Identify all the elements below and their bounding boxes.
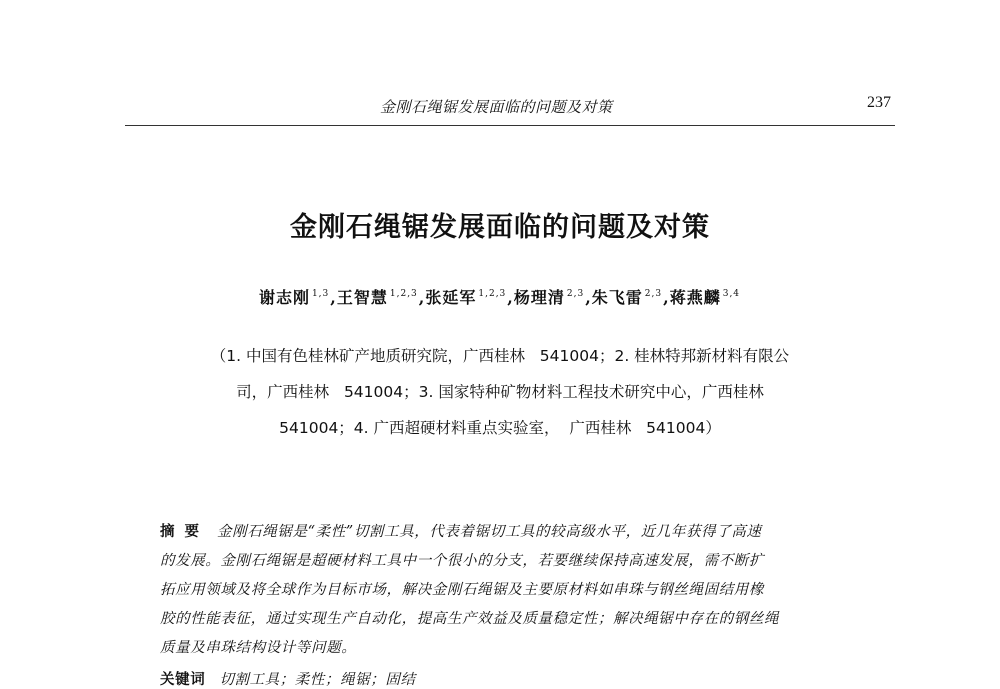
abstract-line-4: 胶的性能表征，通过实现生产自动化，提高生产效益及质量稳定性；解决绳锯中存在的钢丝绳 <box>160 611 780 627</box>
keywords-line <box>160 668 416 689</box>
abstract-label: 摘要 <box>160 524 209 540</box>
author-affiliation-sup: 3,4 <box>722 289 741 299</box>
author-affiliation-sup: 1,2,3 <box>389 289 418 299</box>
abstract-line-1 <box>160 520 858 541</box>
affiliation-line-1: （1. 中国有色桂林矿产地质研究院，广西桂林 541004；2. 桂林特邦新材料有限公 <box>210 347 790 365</box>
author-separator: , <box>330 288 337 307</box>
author-name: 杨理清 <box>513 288 565 307</box>
author-name: 蒋燕麟 <box>669 288 721 307</box>
keywords-text: 切割工具；柔性；绳锯；固结 <box>219 672 416 688</box>
keywords-label: 关键词 <box>160 672 206 688</box>
abstract-line-2: 的发展。金刚石绳锯是超硬材料工具中一个很小的分支，若要继续保持高速发展，需不断扩 <box>160 553 764 569</box>
abstract-line-3: 拓应用领域及将全球作为目标市场，解决金刚石绳锯及主要原材料如串珠与钢丝绳固结用橡 <box>160 582 764 598</box>
author-affiliation-sup: 2,3 <box>644 289 663 299</box>
author-separator: , <box>507 288 514 307</box>
running-header <box>125 92 895 122</box>
affiliation-line-2: 司，广西桂林 541004；3. 国家特种矿物材料工程技术研究中心，广西桂林 <box>236 383 764 401</box>
article-title: 金刚石绳锯发展面临的问题及对策 <box>290 212 710 243</box>
author-name: 朱飞雷 <box>591 288 643 307</box>
author-name: 张延军 <box>425 288 477 307</box>
abstract-text: 金刚石绳锯是“柔性”切割工具，代表着锯切工具的较高级水平，近几年获得了高速 <box>217 524 762 540</box>
header-rule <box>125 125 895 126</box>
author-name: 王智慧 <box>336 288 388 307</box>
running-title: 金刚石绳锯发展面临的问题及对策 <box>380 98 613 116</box>
author-separator: , <box>663 288 670 307</box>
author-affiliation-sup: 1,3 <box>311 289 330 299</box>
author-name: 谢志刚 <box>258 288 310 307</box>
author-separator: , <box>585 288 592 307</box>
abstract-line-5: 质量及串珠结构设计等问题。 <box>160 640 357 656</box>
author-list <box>0 285 1000 308</box>
author-affiliation-sup: 2,3 <box>566 289 585 299</box>
affiliation-line-3: 541004；4. 广西超硬材料重点实验室， 广西桂林 541004） <box>279 419 721 437</box>
author-separator: , <box>418 288 426 307</box>
author-affiliation-sup: 1,2,3 <box>478 289 507 299</box>
page-number: 237 <box>867 94 891 111</box>
